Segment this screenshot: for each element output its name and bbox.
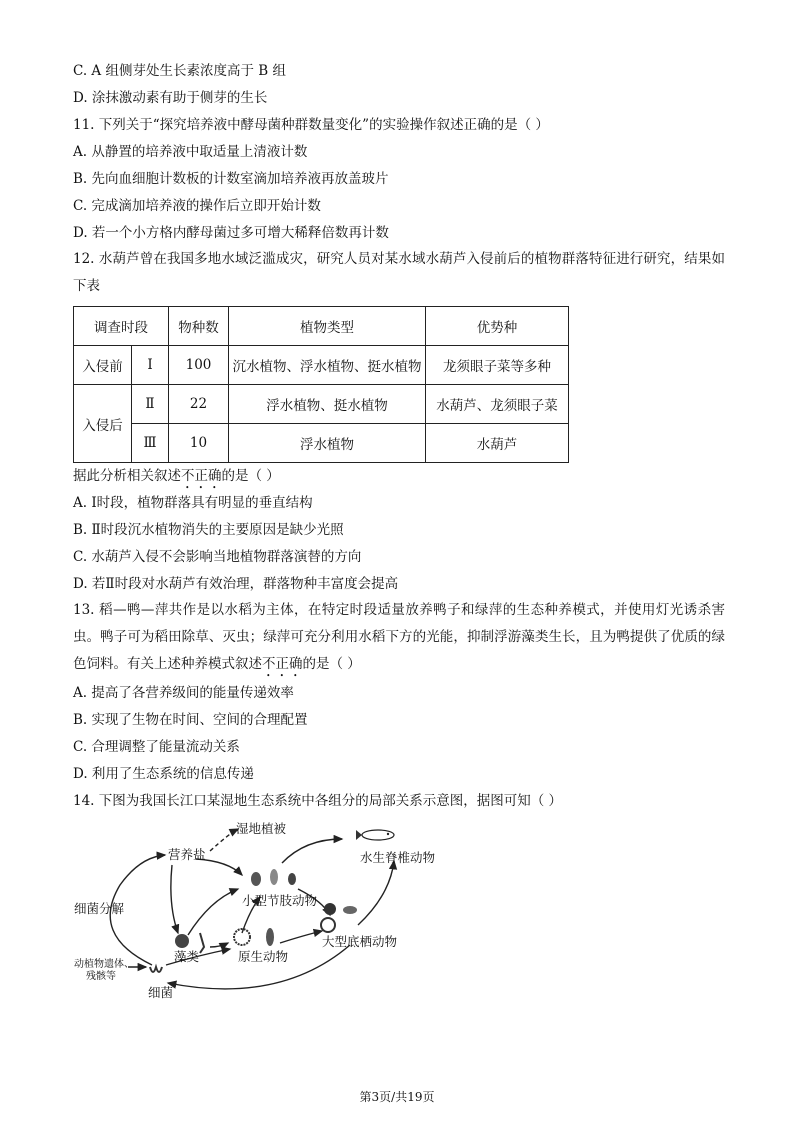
header-plant-types: 植物类型 bbox=[229, 307, 426, 346]
ecosystem-diagram bbox=[60, 815, 460, 1020]
table-row bbox=[74, 346, 569, 385]
q13-option-d: D. 利用了生态系统的信息传递 bbox=[73, 766, 254, 782]
table-header-row bbox=[74, 307, 569, 346]
cell-after-invasion: 入侵后 bbox=[74, 385, 132, 463]
survey-table bbox=[73, 306, 569, 463]
cell-dominant-species: 水葫芦 bbox=[426, 424, 569, 463]
label-wetland-vegetation: 湿地植被 bbox=[236, 821, 287, 836]
q12-stem: 12. 水葫芦曾在我国多地水域泛滥成灾，研究人员对某水域水葫芦入侵前后的植物群落特征进行研究，结果如下表 bbox=[73, 251, 725, 294]
cell-plant-types: 浮水植物 bbox=[229, 424, 426, 463]
label-algae: 藻类 bbox=[174, 949, 200, 964]
q11-stem: 11. 下列关于“探究培养液中酵母菌种群数量变化”的实验操作叙述正确的是（ ） bbox=[73, 117, 549, 133]
cell-period: Ⅲ bbox=[132, 424, 169, 463]
label-remains-2: 残骸等 bbox=[86, 971, 116, 982]
arthropod-icon bbox=[251, 869, 296, 886]
q11-option-c: C. 完成滴加培养液的操作后立即开始计数 bbox=[73, 198, 321, 214]
q12-question: 据此分析相关叙述不正确的是（ ） bbox=[73, 468, 280, 484]
q14-stem: 14. 下图为我国长江口某湿地生态系统中各组分的局部关系示意图，据图可知（ ） bbox=[73, 793, 563, 809]
q11-option-b: B. 先向血细胞计数板的计数室滴加培养液再放盖玻片 bbox=[73, 171, 389, 187]
cell-species-count: 100 bbox=[169, 346, 229, 385]
snail-icon bbox=[321, 903, 357, 932]
q10-option-c: C. A 组侧芽处生长素浓度高于 B 组 bbox=[73, 63, 286, 79]
cell-species-count: 10 bbox=[169, 424, 229, 463]
table-row bbox=[74, 424, 569, 463]
header-period: 调查时段 bbox=[74, 307, 169, 346]
q12-option-a: A. Ⅰ时段，植物群落具有明显的垂直结构 bbox=[73, 495, 313, 511]
label-bacteria: 细菌 bbox=[148, 985, 174, 1000]
cell-before-invasion: 入侵前 bbox=[74, 346, 132, 385]
page-footer: 第3页/共19页 bbox=[359, 1090, 435, 1104]
q11-option-a: A. 从静置的培养液中取适量上清液计数 bbox=[73, 144, 308, 160]
cell-period: Ⅰ bbox=[132, 346, 169, 385]
q13-stem: 13. 稻—鸭—萍共作是以水稻为主体，在特定时段适量放养鸭子和绿萍的生态种养模式，并使用灯光诱杀害虫。鸭子可为稻田除草、灭虫；绿萍可充分利用水稻下方的光能，抑制浮游藻类生长，且为鸭提供了优质的绿色饲料。有关上述种养模式叙述不正确的是（ ） bbox=[73, 602, 725, 672]
cell-dominant-species: 龙须眼子菜等多种 bbox=[426, 346, 569, 385]
q12-option-c: C. 水葫芦入侵不会影响当地植物群落演替的方向 bbox=[73, 549, 362, 565]
cell-species-count: 22 bbox=[169, 385, 229, 424]
cell-period: Ⅱ bbox=[132, 385, 169, 424]
bacteria-icon bbox=[150, 967, 162, 972]
header-dominant-species: 优势种 bbox=[426, 307, 569, 346]
cell-plant-types: 浮水植物、挺水植物 bbox=[229, 385, 426, 424]
protozoa-icon bbox=[234, 928, 274, 946]
q13-option-b: B. 实现了生物在时间、空间的合理配置 bbox=[73, 712, 308, 728]
q13-option-a: A. 提高了各营养级间的能量传递效率 bbox=[73, 685, 294, 701]
label-bacterial-decomposition: 细菌分解 bbox=[74, 901, 125, 916]
label-nutrients: 营养盐 bbox=[168, 847, 206, 862]
label-large-benthic: 大型底栖动物 bbox=[322, 934, 398, 949]
fish-icon bbox=[356, 830, 394, 840]
emphasis-not-correct: 不正确 bbox=[262, 656, 303, 672]
label-aquatic-vertebrates: 水生脊椎动物 bbox=[360, 850, 436, 865]
q12-option-d: D. 若Ⅱ时段对水葫芦有效治理，群落物种丰富度会提高 bbox=[73, 576, 399, 592]
cell-plant-types: 沉水植物、浮水植物、挺水植物 bbox=[229, 346, 426, 385]
table-row bbox=[74, 385, 569, 424]
label-small-arthropods: 小型节肢动物 bbox=[242, 893, 318, 908]
header-species-count: 物种数 bbox=[169, 307, 229, 346]
q13-option-c: C. 合理调整了能量流动关系 bbox=[73, 739, 240, 755]
q10-option-d: D. 涂抹激动素有助于侧芽的生长 bbox=[73, 90, 268, 106]
q11-option-d: D. 若一个小方格内酵母菌过多可增大稀释倍数再计数 bbox=[73, 225, 389, 241]
q12-option-b: B. Ⅱ时段沉水植物消失的主要原因是缺少光照 bbox=[73, 522, 344, 538]
label-remains-1: 动植物遗体、 bbox=[74, 959, 134, 970]
cell-dominant-species: 水葫芦、龙须眼子菜 bbox=[426, 385, 569, 424]
label-protozoa: 原生动物 bbox=[238, 949, 289, 964]
emphasis-not-correct: 不正确 bbox=[181, 468, 222, 484]
